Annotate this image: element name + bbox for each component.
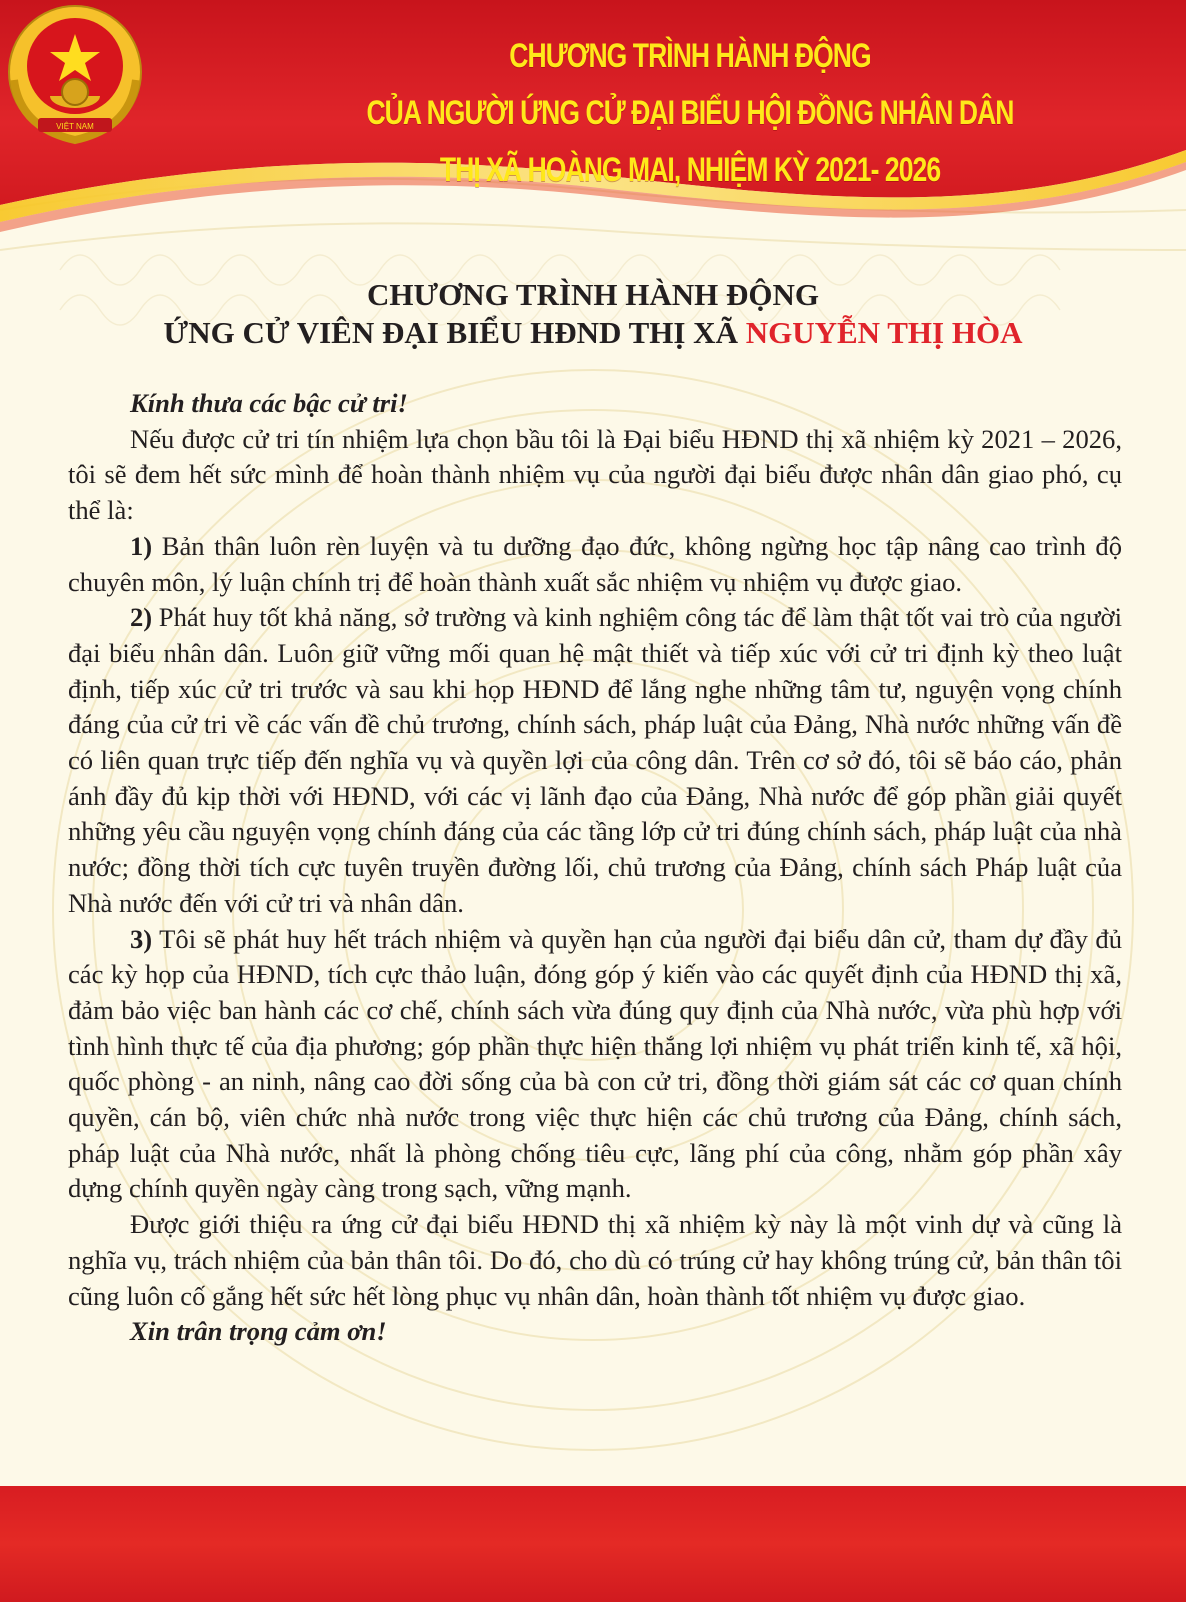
item-2-paragraph	[68, 600, 1122, 921]
item-3-number: 3)	[130, 923, 153, 954]
item-1-paragraph	[68, 529, 1122, 600]
item-1-number: 1)	[130, 530, 153, 561]
item-3-text: Tôi sẽ phát huy hết trách nhiệm và quyền hạn của người đại biểu dân cử, tham dự đầy đủ các kỳ họp của HĐND, tích cực thảo luận, đóng góp ý kiến vào các quyết định của HĐND thị xã, đảm bảo việc ban hành các cơ chế, chính sách vừa đúng quy định của Nhà nước, vừa phù hợp với tình hình thực tế của địa phương; góp phần thực hiện thắng lợi nhiệm vụ phát triển kinh tế, xã hội, quốc phòng - an ninh, nâng cao đời sống của bà con cử tri, đồng thời giám sát các cơ quan chính quyền, cán bộ, viên chức nhà nước trong việc thực hiện các chủ trương của Đảng, chính sách, pháp luật của Nhà nước, nhất là phòng chống tiêu cực, lãng phí của công, nhằm góp phần xây dựng chính quyền ngày càng trong sạch, vững mạnh.	[68, 923, 1122, 1204]
document-title-line-1: CHƯƠNG TRÌNH HÀNH ĐỘNG	[366, 277, 820, 312]
thanks-line: Xin trân trọng cảm ơn!	[130, 1316, 387, 1347]
item-2-number: 2)	[130, 602, 153, 633]
header-title-line-2: CỦA NGƯỜI ỨNG CỬ ĐẠI BIỂU HỘI ĐỒNG NHÂN DÂN	[366, 94, 1014, 132]
document-title-line-2	[40, 314, 1146, 352]
national-emblem-icon	[0, 0, 150, 150]
item-2-text: Phát huy tốt khả năng, sở trường và kinh nghiệm công tác để làm thật tốt vai trò của người đại biểu nhân dân. Luôn giữ vững mối quan hệ mật thiết và tiếp xúc với cử tri định kỳ theo luật định, tiếp xúc cử tri trước và sau khi họp HĐND để lắng nghe những tâm tư, nguyện vọng chính đáng của cử tri về các vấn đề chủ trương, chính sách, pháp luật của Đảng, Nhà nước những vấn đề có liên quan trực tiếp đến nghĩa vụ và quyền lợi của công dân. Trên cơ sở đó, tôi sẽ báo cáo, phản ánh đầy đủ kịp thời với HĐND, với các vị lãnh đạo của Đảng, Nhà nước để góp phần giải quyết những yêu cầu nguyện vọng chính đáng của các tầng lớp cử tri đúng chính sách, pháp luật của nhà nước; đồng thời tích cực tuyên truyền đường lối, chủ trương của Đảng, chính sách Pháp luật của Nhà nước đến với cử tri và nhân dân.	[68, 602, 1122, 918]
emblem-ribbon-text: VIỆT NAM	[56, 122, 94, 131]
header-title-line-3: THỊ XÃ HOÀNG MAI, NHIỆM KỲ 2021- 2026	[439, 151, 941, 189]
greeting: Kính thưa các bậc cử tri!	[130, 388, 408, 418]
candidate-name: NGUYỄN THỊ HÒA	[745, 315, 1023, 350]
header-banner	[0, 0, 1186, 240]
header-title	[347, 28, 1033, 199]
document-title-prefix: ỨNG CỬ VIÊN ĐẠI BIỂU HĐND THỊ XÃ	[163, 315, 746, 350]
item-3-paragraph	[68, 922, 1122, 1208]
header-title-line-1: CHƯƠNG TRÌNH HÀNH ĐỘNG	[509, 37, 871, 75]
document-title	[40, 276, 1146, 352]
footer-bar	[0, 1486, 1186, 1602]
item-1-text: Bản thân luôn rèn luyện và tu dưỡng đạo đức, không ngừng học tập nâng cao trình độ chuyên môn, lý luận chính trị để hoàn thành xuất sắc nhiệm vụ nhiệm vụ được giao.	[68, 530, 1122, 597]
document-body	[68, 386, 1122, 1350]
intro-paragraph: Nếu được cử tri tín nhiệm lựa chọn bầu tôi là Đại biểu HĐND thị xã nhiệm kỳ 2021 – 2026, tôi sẽ đem hết sức mình để hoàn thành nhiệm vụ của người đại biểu được nhân dân giao phó, cụ thể là:	[68, 423, 1122, 526]
closing-paragraph: Được giới thiệu ra ứng cử đại biểu HĐND thị xã nhiệm kỳ này là một vinh dự và cũng là nghĩa vụ, trách nhiệm của bản thân tôi. Do đó, cho dù có trúng cử hay không trúng cử, bản thân tôi cũng luôn cố gắng hết sức hết lòng phục vụ nhân dân, hoàn thành tốt nhiệm vụ được giao.	[68, 1209, 1122, 1311]
